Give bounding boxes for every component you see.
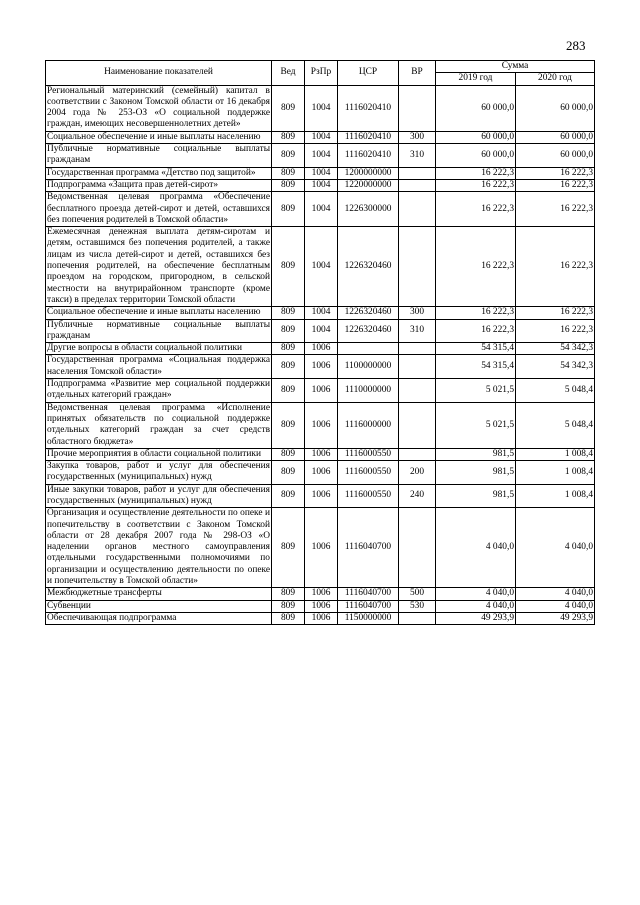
row-csr: 1116040700 (338, 588, 399, 600)
table-header (46, 61, 595, 86)
row-sum-2020: 5 048,4 (516, 379, 595, 403)
row-rzpr: 1004 (305, 85, 338, 131)
row-name: Публичные нормативные социальные выплаты гражданам (47, 319, 270, 341)
row-ved: 809 (272, 307, 305, 319)
row-name: Социальное обеспечение и иные выплаты населению (46, 307, 272, 319)
row-name: Региональный материнский (семейный) капитал в соответствии с Законом Томской области от 16 декабря 2004 года № 253-ОЗ «О социальной поддержке граждан, имеющих несовершеннолетних детей» (47, 85, 270, 130)
row-sum-2019: 16 222,3 (436, 307, 516, 319)
table-row (46, 179, 595, 191)
row-name: Закупка товаров, работ и услуг для обеспечения государственных (муниципальных) нужд (47, 461, 270, 483)
row-sum-2019: 4 040,0 (436, 588, 516, 600)
table-row (46, 144, 595, 168)
table-row (46, 85, 595, 131)
table-row (46, 227, 595, 307)
row-sum-2020: 60 000,0 (516, 131, 595, 143)
row-rzpr: 1004 (305, 144, 338, 168)
row-sum-2020: 54 342,3 (516, 343, 595, 355)
row-csr: 1116020410 (338, 85, 399, 131)
row-rzpr: 1004 (305, 179, 338, 191)
row-vr: 240 (399, 484, 436, 508)
row-name: Организация и осуществление деятельности по опеке и попечительству в соответствии с Законом Томской области от 28 декабря 2007 года № 298-ОЗ «О наделении органов местного самоуправления отдельными государственными полномочиями по организации и осуществлению деятельности по опеке и попечительству в Томской области» (47, 508, 270, 587)
row-rzpr: 1006 (305, 448, 338, 460)
row-sum-2019: 60 000,0 (436, 85, 516, 131)
row-sum-2020: 4 040,0 (516, 588, 595, 600)
row-sum-2020: 60 000,0 (516, 85, 595, 131)
row-ved: 809 (272, 612, 305, 624)
row-sum-2019: 981,5 (436, 484, 516, 508)
row-sum-2020: 16 222,3 (516, 179, 595, 191)
page-number: 283 (566, 38, 586, 53)
row-csr: 1116040700 (338, 600, 399, 612)
row-csr: 1116000550 (338, 461, 399, 485)
row-sum-2020: 1 008,4 (516, 448, 595, 460)
row-sum-2020: 16 222,3 (516, 319, 595, 343)
row-name: Подпрограмма «Защита прав детей-сирот» (46, 179, 272, 191)
row-rzpr: 1004 (305, 167, 338, 179)
row-vr (399, 379, 436, 403)
row-vr (399, 227, 436, 307)
table-row (46, 343, 595, 355)
row-csr: 1200000000 (338, 167, 399, 179)
table-row (46, 484, 595, 508)
row-sum-2020: 4 040,0 (516, 600, 595, 612)
row-rzpr: 1006 (305, 612, 338, 624)
row-sum-2019: 4 040,0 (436, 600, 516, 612)
header-name: Наименование показателей (46, 61, 272, 86)
row-name: Прочие мероприятия в области социальной политики (46, 448, 272, 460)
row-rzpr: 1004 (305, 319, 338, 343)
row-name: Ежемесячная денежная выплата детям-сиротам и детям, оставшимся без попечения родителей, а также лицам из числа детей-сирот и детей, оставшихся без попечения родителей, на обеспечение бесплатным проездом на городском, пригородном, в сельской местности на внутрирайонном транспорте (кроме такси) в пределах территории Томской области (47, 227, 270, 305)
header-year-2020: 2020 год (516, 73, 595, 85)
row-csr: 1116000000 (338, 402, 399, 448)
row-ved: 809 (272, 402, 305, 448)
row-sum-2020: 16 222,3 (516, 227, 595, 307)
row-csr (338, 343, 399, 355)
row-sum-2020: 16 222,3 (516, 307, 595, 319)
row-vr (399, 402, 436, 448)
row-vr: 310 (399, 319, 436, 343)
row-ved: 809 (272, 167, 305, 179)
row-sum-2019: 16 222,3 (436, 192, 516, 227)
row-csr: 1116000550 (338, 484, 399, 508)
row-vr (399, 612, 436, 624)
row-name: Ведомственная целевая программа «Исполнение принятых обязательств по социальной поддержке отдельных категорий граждан за счет средств областного бюджета» (47, 402, 270, 447)
row-sum-2020: 49 293,9 (516, 612, 595, 624)
row-ved: 809 (272, 227, 305, 307)
row-name: Другие вопросы в области социальной политики (46, 343, 272, 355)
row-rzpr: 1006 (305, 600, 338, 612)
header-sum: Сумма (436, 61, 595, 73)
row-ved: 809 (272, 588, 305, 600)
row-name: Публичные нормативные социальные выплаты гражданам (47, 144, 270, 166)
row-vr: 200 (399, 461, 436, 485)
row-csr: 1116020410 (338, 144, 399, 168)
row-sum-2020: 1 008,4 (516, 461, 595, 485)
row-csr: 1116000550 (338, 448, 399, 460)
table-row (46, 402, 595, 448)
row-ved: 809 (272, 600, 305, 612)
row-rzpr: 1006 (305, 461, 338, 485)
row-vr: 300 (399, 307, 436, 319)
row-vr (399, 448, 436, 460)
row-csr: 1226320460 (338, 319, 399, 343)
row-rzpr: 1004 (305, 131, 338, 143)
row-vr (399, 192, 436, 227)
row-rzpr: 1006 (305, 484, 338, 508)
table-row (46, 355, 595, 379)
table-row (46, 461, 595, 485)
row-ved: 809 (272, 179, 305, 191)
row-ved: 809 (272, 355, 305, 379)
table-row (46, 448, 595, 460)
row-ved: 809 (272, 379, 305, 403)
row-csr: 1226300000 (338, 192, 399, 227)
row-name: Межбюджетные трансферты (46, 588, 272, 600)
row-sum-2020: 54 342,3 (516, 355, 595, 379)
row-sum-2020: 5 048,4 (516, 402, 595, 448)
row-rzpr: 1006 (305, 588, 338, 600)
row-sum-2019: 16 222,3 (436, 167, 516, 179)
header-ved: Вед (272, 61, 305, 86)
row-name: Государственная программа «Детство под защитой» (46, 167, 272, 179)
row-sum-2019: 60 000,0 (436, 144, 516, 168)
row-name: Социальное обеспечение и иные выплаты населению (46, 131, 272, 143)
row-vr: 300 (399, 131, 436, 143)
row-sum-2019: 49 293,9 (436, 612, 516, 624)
row-rzpr: 1006 (305, 402, 338, 448)
row-vr (399, 179, 436, 191)
header-csr: ЦСР (338, 61, 399, 86)
row-vr (399, 508, 436, 588)
row-ved: 809 (272, 319, 305, 343)
row-vr: 530 (399, 600, 436, 612)
row-name: Государственная программа «Социальная поддержка населения Томской области» (47, 355, 270, 377)
table-row (46, 600, 595, 612)
row-sum-2019: 16 222,3 (436, 319, 516, 343)
row-csr: 1110000000 (338, 379, 399, 403)
row-rzpr: 1004 (305, 227, 338, 307)
row-name: Подпрограмма «Развитие мер социальной поддержки отдельных категорий граждан» (47, 379, 270, 401)
header-rzpr: РзПр (305, 61, 338, 86)
row-ved: 809 (272, 508, 305, 588)
row-name: Субвенции (46, 600, 272, 612)
row-vr (399, 355, 436, 379)
row-csr: 1150000000 (338, 612, 399, 624)
table-row (46, 131, 595, 143)
row-sum-2020: 1 008,4 (516, 484, 595, 508)
table-row (46, 379, 595, 403)
header-year-2019: 2019 год (436, 73, 516, 85)
row-sum-2020: 60 000,0 (516, 144, 595, 168)
table-body (46, 85, 595, 625)
row-sum-2019: 5 021,5 (436, 379, 516, 403)
row-ved: 809 (272, 461, 305, 485)
row-sum-2020: 4 040,0 (516, 508, 595, 588)
row-vr: 310 (399, 144, 436, 168)
row-ved: 809 (272, 144, 305, 168)
row-sum-2019: 54 315,4 (436, 355, 516, 379)
table-row (46, 588, 595, 600)
row-sum-2019: 54 315,4 (436, 343, 516, 355)
row-vr: 500 (399, 588, 436, 600)
table-row (46, 167, 595, 179)
row-csr: 1100000000 (338, 355, 399, 379)
row-sum-2019: 981,5 (436, 448, 516, 460)
row-csr: 1226320460 (338, 307, 399, 319)
row-sum-2019: 60 000,0 (436, 131, 516, 143)
row-sum-2019: 16 222,3 (436, 179, 516, 191)
row-rzpr: 1006 (305, 343, 338, 355)
row-csr: 1116020410 (338, 131, 399, 143)
row-csr: 1226320460 (338, 227, 399, 307)
row-sum-2019: 4 040,0 (436, 508, 516, 588)
row-ved: 809 (272, 192, 305, 227)
header-vr: ВР (399, 61, 436, 86)
row-csr: 1116040700 (338, 508, 399, 588)
row-sum-2019: 5 021,5 (436, 402, 516, 448)
row-ved: 809 (272, 343, 305, 355)
row-vr (399, 343, 436, 355)
row-csr: 1220000000 (338, 179, 399, 191)
row-vr (399, 167, 436, 179)
row-sum-2019: 16 222,3 (436, 227, 516, 307)
row-vr (399, 85, 436, 131)
row-rzpr: 1006 (305, 379, 338, 403)
row-rzpr: 1004 (305, 192, 338, 227)
row-ved: 809 (272, 484, 305, 508)
row-ved: 809 (272, 85, 305, 131)
row-rzpr: 1006 (305, 355, 338, 379)
table-row (46, 307, 595, 319)
budget-table (45, 60, 595, 625)
row-name: Обеспечивающая подпрограмма (46, 612, 272, 624)
table-row (46, 612, 595, 624)
row-name: Иные закупки товаров, работ и услуг для обеспечения государственных (муниципальных) нужд (47, 484, 270, 506)
table-row (46, 319, 595, 343)
table-row (46, 508, 595, 588)
row-name: Ведомственная целевая программа «Обеспечение бесплатного проезда детей-сирот и детей, оставшихся без попечения родителей в Томской области» (47, 192, 270, 225)
row-sum-2020: 16 222,3 (516, 192, 595, 227)
row-rzpr: 1006 (305, 508, 338, 588)
row-rzpr: 1004 (305, 307, 338, 319)
row-sum-2019: 981,5 (436, 461, 516, 485)
table-row (46, 192, 595, 227)
row-sum-2020: 16 222,3 (516, 167, 595, 179)
row-ved: 809 (272, 131, 305, 143)
row-ved: 809 (272, 448, 305, 460)
